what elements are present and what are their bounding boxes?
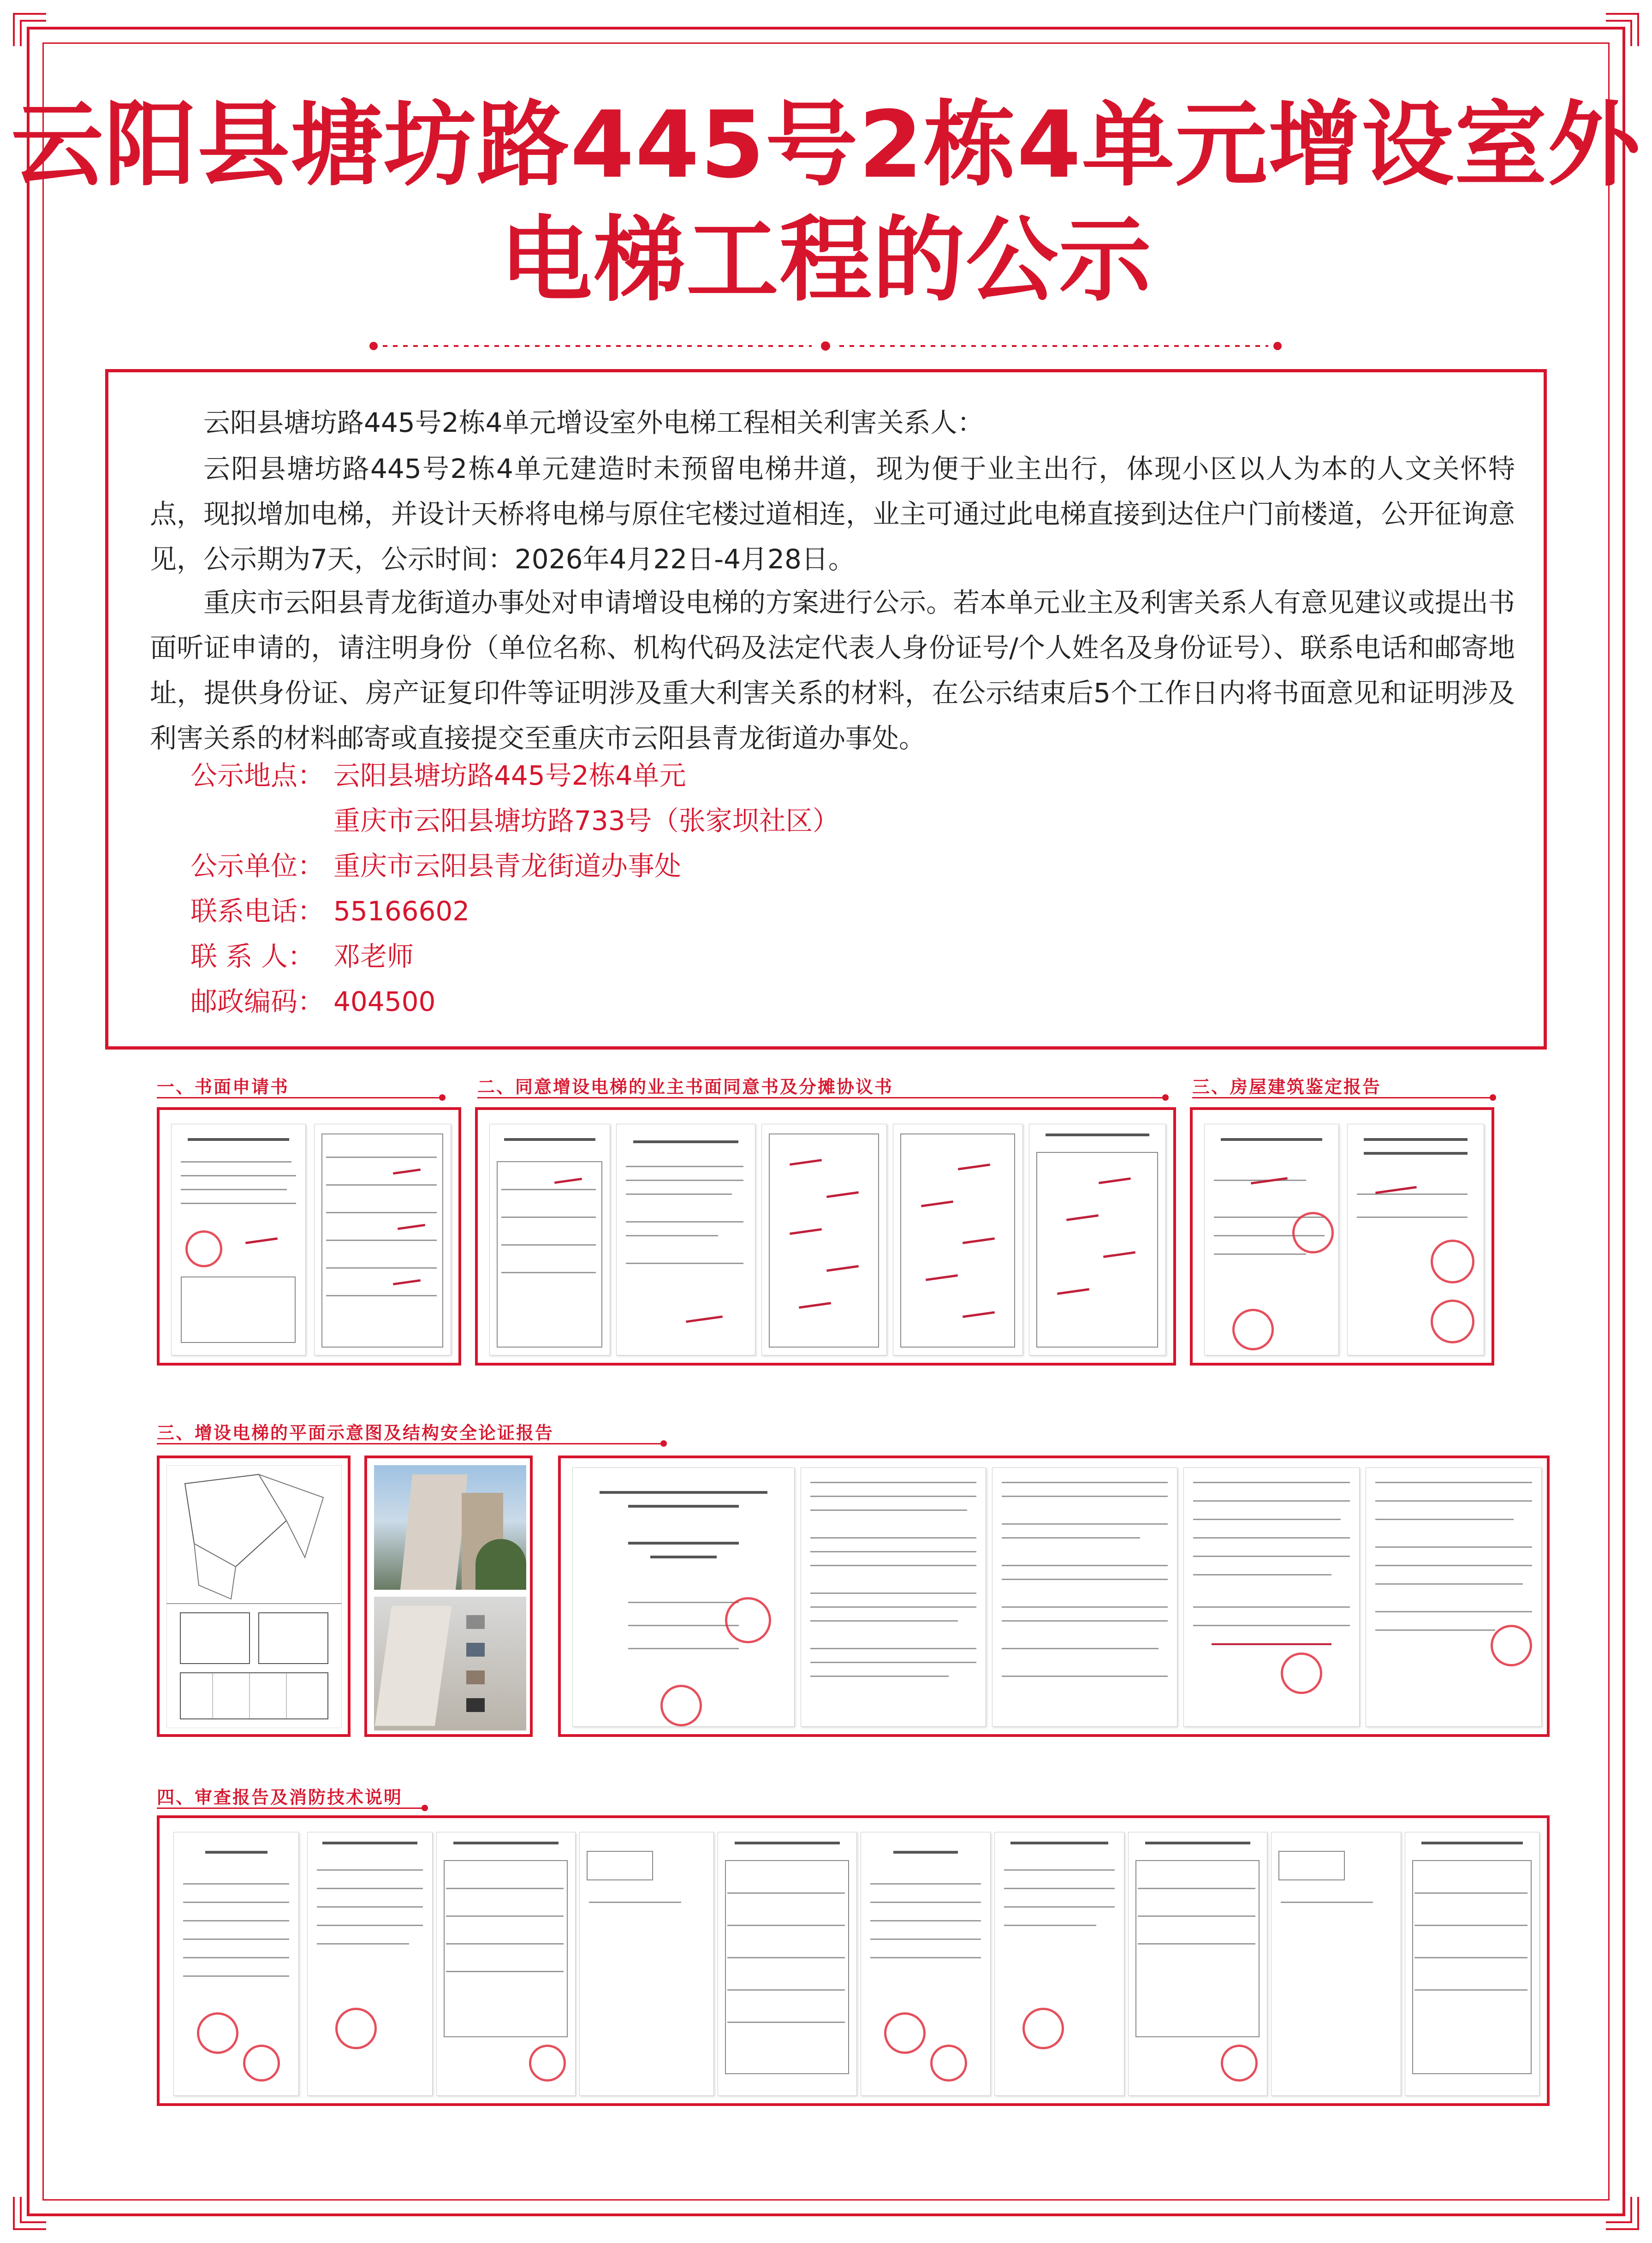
intro-paragraph-addressee: 云阳县塘坊路445号2栋4单元增设室外电梯工程相关利害关系人： — [203, 407, 984, 438]
corner-ornament-icon — [1601, 9, 1643, 51]
corner-ornament-icon — [9, 9, 51, 51]
document-page[interactable] — [173, 1832, 299, 2096]
section-dot — [1490, 1094, 1496, 1101]
document-page[interactable] — [314, 1124, 451, 1355]
document-page[interactable] — [861, 1832, 991, 2096]
floor-plan-drawing — [166, 1465, 342, 1728]
site-photo — [374, 1465, 526, 1590]
info-unit-value: 重庆市云阳县青龙街道办事处 — [333, 850, 682, 882]
info-contact — [190, 934, 414, 979]
document-page[interactable] — [1405, 1832, 1539, 2096]
notice-text-box — [105, 369, 1547, 1050]
document-page[interactable] — [489, 1124, 610, 1355]
info-postal — [190, 979, 435, 1024]
document-page[interactable] — [1204, 1124, 1339, 1355]
info-unit — [190, 843, 681, 889]
section-title-floorplan: 三、增设电梯的平面示意图及结构安全论证报告 — [157, 1423, 554, 1443]
document-page[interactable] — [992, 1467, 1177, 1727]
info-unit-label: 公示单位： — [190, 850, 325, 882]
document-page[interactable] — [1183, 1467, 1360, 1727]
document-page[interactable] — [1347, 1124, 1484, 1355]
document-page[interactable] — [572, 1467, 795, 1727]
section-title-review: 四、审查报告及消防技术说明 — [157, 1787, 403, 1808]
info-location-label: 公示地点： — [190, 760, 325, 791]
page-title-line1: 云阳县塘坊路445号2栋4单元增设室外 — [11, 91, 1641, 199]
section-title-application: 一、书面申请书 — [157, 1077, 290, 1097]
intro-paragraph-procedure: 重庆市云阳县青龙街道办事处对申请增设电梯的方案进行公示。若本单元业主及利害关系人有意见建议或提出书面听证申请的，请注明身份（单位名称、机构代码及法定代表人身份证号/个人姓名及身份证号）、联系电话和邮寄地址，提供身份证、房产证复印件等证明涉及重大利害关系的材料，在公示结束后5个工作日内将书面意见和证明涉及利害关系的材料邮寄或直接提交至重庆市云阳县青龙街道办事处。 — [150, 587, 1515, 754]
thumbnail-floor-plan[interactable] — [157, 1456, 351, 1737]
page-title-line2: 电梯工程的公示 — [499, 207, 1152, 314]
info-phone-label: 联系电话： — [190, 895, 325, 927]
section-dot — [439, 1094, 446, 1101]
thumbnail-application[interactable] — [157, 1107, 461, 1366]
thumbnail-site-photos[interactable] — [364, 1456, 533, 1737]
document-page[interactable] — [893, 1124, 1023, 1355]
thumbnail-consent-documents[interactable] — [475, 1107, 1176, 1366]
section-underline — [157, 1443, 664, 1444]
document-page[interactable] — [1366, 1467, 1542, 1727]
site-rendering — [374, 1597, 526, 1730]
info-postal-label: 邮政编码： — [190, 986, 325, 1017]
section-title-consent: 二、同意增设电梯的业主书面同意书及分摊协议书 — [477, 1077, 894, 1097]
thumbnail-appraisal-report[interactable] — [1190, 1107, 1494, 1366]
document-page[interactable] — [801, 1467, 986, 1727]
section-underline — [477, 1097, 1165, 1098]
document-page[interactable] — [616, 1124, 755, 1355]
info-location-2 — [190, 798, 839, 843]
thumbnail-structural-report[interactable] — [558, 1456, 1550, 1737]
section-dot — [422, 1805, 428, 1811]
document-page[interactable] — [1128, 1832, 1267, 2096]
info-location-value: 云阳县塘坊路445号2栋4单元 — [333, 760, 686, 791]
title-divider — [369, 341, 1282, 351]
info-contact-value: 邓老师 — [333, 941, 414, 972]
document-page[interactable] — [761, 1124, 887, 1355]
section-underline — [157, 1097, 443, 1098]
info-location — [190, 753, 686, 798]
document-page[interactable] — [1271, 1832, 1401, 2096]
document-page[interactable] — [718, 1832, 857, 2096]
section-dot — [1162, 1094, 1169, 1101]
info-location-value-2: 重庆市云阳县塘坊路733号（张家坝社区） — [333, 805, 839, 836]
thumbnail-review-and-fire-documents[interactable] — [157, 1815, 1550, 2106]
info-contact-label: 联 系 人： — [190, 941, 315, 972]
corner-ornament-icon — [9, 2192, 51, 2234]
section-dot — [660, 1440, 667, 1447]
section-underline — [157, 1808, 424, 1809]
document-page[interactable] — [436, 1832, 576, 2096]
info-phone — [190, 889, 469, 934]
document-page[interactable] — [994, 1832, 1124, 2096]
document-page[interactable] — [1029, 1124, 1166, 1355]
document-page[interactable] — [307, 1832, 433, 2096]
info-phone-value: 55166602 — [333, 895, 470, 927]
info-postal-value: 404500 — [333, 986, 436, 1017]
section-title-appraisal: 三、房屋建筑鉴定报告 — [1192, 1077, 1382, 1097]
corner-ornament-icon — [1601, 2192, 1643, 2234]
intro-paragraph-background: 云阳县塘坊路445号2栋4单元建造时未预留电梯井道，现为便于业主出行，体现小区以人为本的人文关怀特点，现拟增加电梯，并设计天桥将电梯与原住宅楼过道相连，业主可通过此电梯直接到达住户门前楼道，公开征询意见，公示期为7天，公示时间：2026年4月22日-4月28日。 — [150, 453, 1515, 575]
document-page[interactable] — [171, 1124, 306, 1355]
section-underline — [1192, 1097, 1492, 1098]
document-page[interactable] — [579, 1832, 714, 2096]
